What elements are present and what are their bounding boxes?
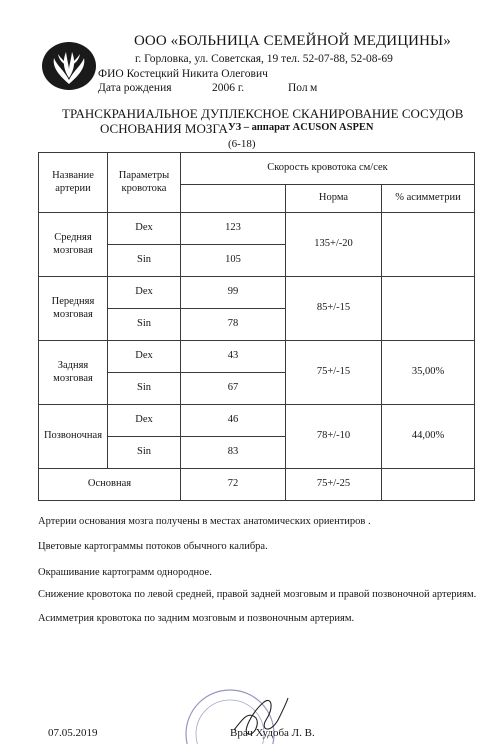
norm-value: 85+/-15 [286,277,382,341]
sex-label: Пол [288,82,308,94]
speed-value: 83 [181,437,286,469]
doctor-name: Врач Худоба Л. В. [230,727,315,739]
report-title-line1: ТРАНСКРАНИАЛЬНОЕ ДУПЛЕКСНОЕ СКАНИРОВАНИЕ СОСУДОВ [62,106,464,121]
speed-value: 99 [181,277,286,309]
artery-name: Позвоночная [39,405,108,469]
org-address: г. Горловка, ул. Советская, 19 тел. 52-07-88, 52-08-69 [135,53,393,65]
basilar-value: 72 [181,469,286,501]
header-params: Параметры кровотока [108,153,181,213]
speed-value: 105 [181,245,286,277]
side-label: Sin [108,373,181,405]
sex-value: м [310,82,318,94]
norm-value: 78+/-10 [286,405,382,469]
basilar-label: Основная [39,469,181,501]
device-label: УЗ – аппарат ACUSON ASPEN [228,122,374,133]
header-artery: Название артерии [39,153,108,213]
note-line: Цветовые картограммы потоков обычного калибра. [38,541,268,552]
report-title-line2: ОСНОВАНИЯ МОЗГА [100,121,228,136]
results-table [38,152,475,501]
side-label: Dex [108,277,181,309]
header-empty [181,185,286,213]
dob-label: Дата рождения [98,82,172,94]
speed-value: 67 [181,373,286,405]
dob-year: 2006 г. [212,82,245,94]
norm-value: 75+/-15 [286,341,382,405]
header-norm: Норма [286,185,382,213]
report-date: 07.05.2019 [48,727,98,739]
side-label: Dex [108,213,181,245]
asym-value [382,277,475,341]
artery-name: Средняя мозговая [39,213,108,277]
asym-value: 35,00% [382,341,475,405]
report-subtitle: (6-18) [228,138,256,150]
speed-value: 46 [181,405,286,437]
speed-value: 78 [181,309,286,341]
header-asym: % асимметрии [382,185,475,213]
side-label: Dex [108,405,181,437]
artery-name: Передняя мозговая [39,277,108,341]
asym-value [382,213,475,277]
side-label: Sin [108,309,181,341]
clinic-logo [40,40,98,92]
norm-value: 135+/-20 [286,213,382,277]
asym-value: 44,00% [382,405,475,469]
org-name: ООО «БОЛЬНИЦА СЕМЕЙНОЙ МЕДИЦИНЫ» [134,33,451,49]
note-line: Снижение кровотока по левой средней, правой задней мозговым и правой позвоночной артериям. [38,589,477,600]
side-label: Sin [108,437,181,469]
speed-value: 43 [181,341,286,373]
side-label: Dex [108,341,181,373]
patient-name: ФИО Костецкий Никита Олегович [98,68,268,80]
basilar-norm: 75+/-25 [286,469,382,501]
note-line: Окрашивание картограмм однородное. [38,567,212,578]
side-label: Sin [108,245,181,277]
note-line: Асимметрия кровотока по задним мозговым и позвоночным артериям. [38,613,355,624]
header-speed: Скорость кровотока см/сек [181,153,475,185]
basilar-asym [382,469,475,501]
speed-value: 123 [181,213,286,245]
artery-name: Задняя мозговая [39,341,108,405]
note-line: Артерии основания мозга получены в местах анатомических ориентиров . [38,516,371,527]
